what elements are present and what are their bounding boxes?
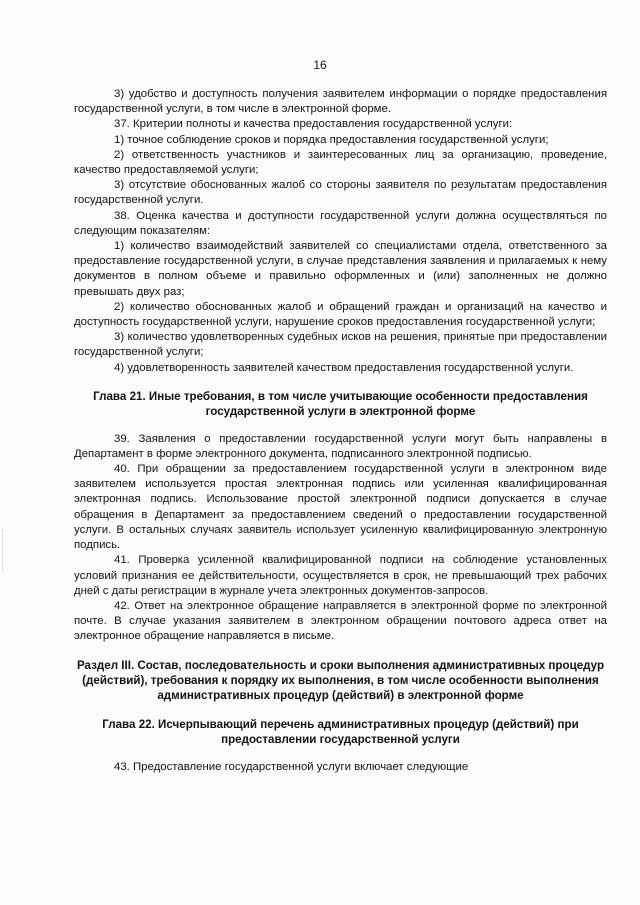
- section-3-heading: Раздел III. Состав, последовательность и сроки выполнения административных процедур (действий), требования к порядку их выполнения, в том числе особенности выполнения административных процедур (действий) в электронной форме: [76, 658, 605, 703]
- paragraph: 41. Проверка усиленной квалифицированной подписи на соблюдение установленных условий признания ее действительности, осуществляется в срок, не превышающий трех рабочих дней с даты регистрации в журнале учета электронных документов-запросов.: [74, 554, 607, 597]
- paragraph: 1) количество взаимодействий заявителей со специалистами отдела, ответственного за предоставление государственной услуги, в случае представления заявления и прилагаемых к нему документов в полном объеме и правильно оформленных и (или) заполненных не должно превышать двух раз;: [74, 240, 607, 298]
- paragraph: 39. Заявления о предоставлении государственной услуги могут быть направлены в Департамент в форме электронного документа, подписанного электронной подписью.: [74, 432, 607, 460]
- paragraph: 1) точное соблюдение сроков и порядка предоставления государственной услуги;: [114, 133, 549, 146]
- paragraph: 37. Критерии полноты и качества предоставления государственной услуги:: [114, 118, 513, 131]
- chapter-21-heading: Глава 21. Иные требования, в том числе учитывающие особенности предоставления государственной услуги в электронной форме: [93, 389, 588, 419]
- paragraph: 38. Оценка качества и доступности государственной услуги должна осуществляться по следующим показателям:: [74, 209, 607, 237]
- paragraph: 3) количество удовлетворенных судебных исков на решения, принятые при предоставлении государственной услуги;: [74, 331, 607, 359]
- paragraph: 2) количество обоснованных жалоб и обращений граждан и организаций на качество и доступность государственной услуги, нарушение сроков предоставления государственной услуги;: [74, 300, 607, 329]
- paragraph: 40. При обращении за предоставлением государственной услуги в электронном виде заявителем используется простая электронная подпись или усиленная квалифицированная электронная подпись. Использование простой электронной подписи допускается в случае обращения в Департамент за предоставлением сведений о предоставлении государственной услуги. В остальных случаях заявитель использует усиленную квалифицированную электронную подпись.: [74, 463, 607, 552]
- paragraph: 3) удобство и доступность получения заявителем информации о порядке предоставления государственной услуги, в том числе в электронной форме.: [74, 88, 607, 116]
- page-number: 16: [313, 58, 327, 72]
- paragraph: 4) удовлетворенность заявителей качеством предоставления государственной услуги.: [114, 361, 574, 374]
- chapter-22-heading: Глава 22. Исчерпывающий перечень административных процедур (действий) при предоставлении государственной услуги: [102, 717, 579, 747]
- paragraph: 3) отсутствие обоснованных жалоб со стороны заявителя по результатам предоставления государственной услуги.: [74, 179, 607, 207]
- paragraph: 43. Предоставление государственной услуги включает следующие: [114, 760, 469, 773]
- paragraph: 42. Ответ на электронное обращение направляется в электронной форме по электронной почте. В случае указания заявителем в электронном обращении почтового адреса ответ на электронное обращение направляется в письме.: [74, 599, 607, 643]
- scan-margin-mark: [2, 530, 6, 572]
- document-body: [74, 87, 607, 775]
- paragraph: 2) ответственность участников и заинтересованных лиц за организацию, проведение, качество предоставляемой услуги;: [74, 148, 607, 177]
